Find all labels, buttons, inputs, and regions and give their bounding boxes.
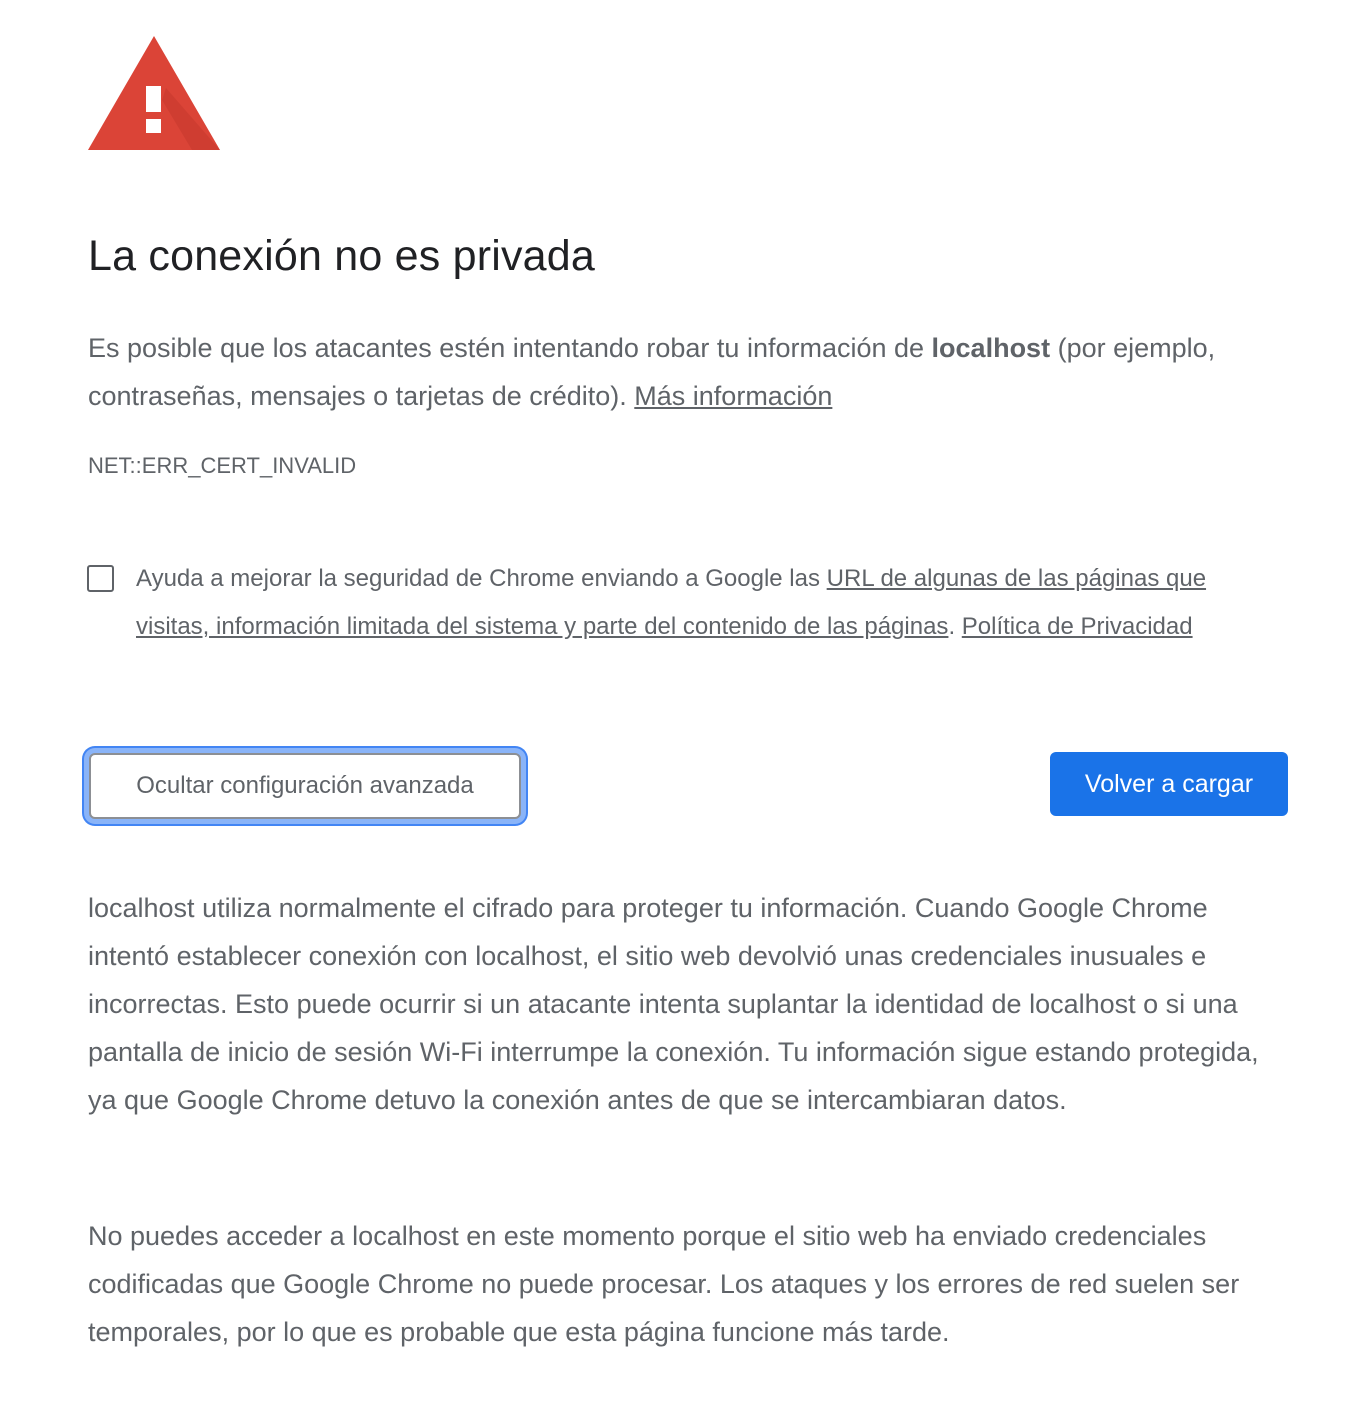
optin-checkbox[interactable]: [87, 565, 114, 592]
optin-data-link[interactable]: URL de algunas de las páginas que visitas, información limitada del sistema y parte del contenido de las páginas: [136, 565, 1207, 640]
intro-host: localhost: [931, 333, 1051, 363]
warning-triangle-icon: [88, 36, 220, 150]
intro-text-before: Es posible que los atacantes estén intentando robar tu información de: [88, 333, 932, 363]
optin-separator: .: [948, 613, 962, 640]
reload-button[interactable]: Volver a cargar: [1050, 752, 1288, 816]
privacy-policy-link[interactable]: Política de Privacidad: [961, 613, 1193, 640]
intro-text-after: (por ejemplo, contraseñas, mensajes o tarjetas de crédito).: [88, 333, 1216, 411]
intro-text: [88, 324, 1278, 420]
error-code: NET::ERR_CERT_INVALID: [88, 453, 357, 478]
details-paragraph: localhost utiliza normalmente el cifrado para proteger tu información. Cuando Google Chrome intentó establecer conexión con localhost, el sitio web devolvió unas credenciales inusuales e incorrectas. Esto puede ocurrir si un atacante intenta suplantar la identidad de localhost o si una pantalla de inicio de sesión Wi-Fi interrumpe la conexión. Tu información sigue estando protegida, ya que Google Chrome detuvo la conexión antes de que se intercambiaran datos.: [88, 893, 1259, 1115]
optin-text: [136, 555, 1286, 651]
hide-advanced-button[interactable]: Ocultar configuración avanzada: [89, 753, 521, 819]
learn-more-link[interactable]: Más información: [634, 381, 833, 411]
page-title: La conexión no es privada: [88, 232, 596, 280]
optin-text-before: Ayuda a mejorar la seguridad de Chrome enviando a Google las: [136, 565, 827, 592]
details-paragraph: No puedes acceder a localhost en este momento porque el sitio web ha enviado credenciales codificadas que Google Chrome no puede procesar. Los ataques y los errores de red suelen ser temporales, por lo que es probable que esta página funcione más tarde.: [88, 1221, 1240, 1347]
